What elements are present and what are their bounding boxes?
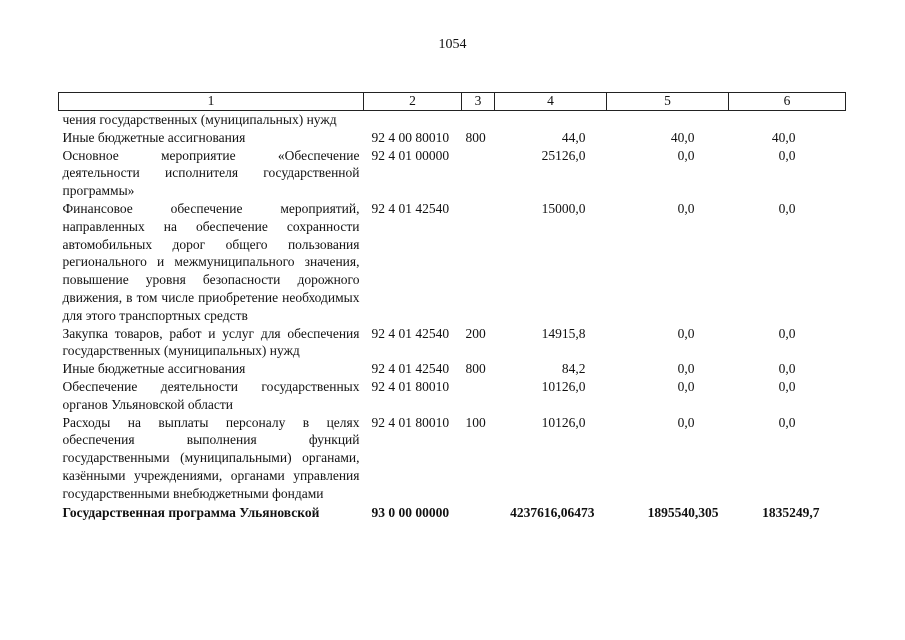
- row-value-4: 10126,0: [541, 414, 586, 430]
- table-header-row: [59, 93, 846, 111]
- row-description: Государственная программа Ульяновской: [62, 504, 320, 520]
- row-code: 93 0 00 00000: [371, 504, 450, 520]
- column-header: 3: [462, 93, 495, 111]
- row-type: [462, 111, 495, 129]
- row-code: 92 4 01 42540: [371, 361, 450, 377]
- row-type: [462, 503, 495, 522]
- table-row: [59, 414, 846, 503]
- row-value-5: 0,0: [677, 361, 695, 377]
- row-code: 92 4 01 80010: [371, 378, 450, 394]
- column-header: 2: [364, 93, 462, 111]
- row-value-5: 40,0: [670, 129, 695, 145]
- row-value-4: 25126,0: [541, 147, 586, 163]
- row-type: [462, 200, 495, 325]
- row-description: Основное мероприятие «Обеспечение деятельности исполнителя государственной программы»: [62, 147, 360, 199]
- row-description: Иные бюджетные ассигнования: [62, 129, 246, 145]
- row-description: Финансовое обеспечение мероприятий, направленных на обеспечение сохранности автомобильных дорог общего пользования регионального и межмуниципального значения, повышение уровня безопасности дорожного движения, в том числе приобретение необходимых для этого транспортных средств: [62, 200, 360, 323]
- row-value-5: 0,0: [677, 147, 695, 163]
- row-value-6: 0,0: [778, 361, 796, 377]
- row-type: [462, 147, 495, 200]
- row-type: 200: [465, 325, 486, 341]
- table-row-program-total: [59, 503, 846, 522]
- column-header: 1: [59, 93, 364, 111]
- table-row: [59, 378, 846, 414]
- table-row: [59, 325, 846, 361]
- row-description: Закупка товаров, работ и услуг для обеспечения государственных (муниципальных) нужд: [62, 325, 360, 359]
- row-code: 92 4 01 42540: [371, 325, 450, 341]
- row-value-4: 4237616,06473: [510, 504, 595, 520]
- table-row: [59, 129, 846, 147]
- row-value-4: [495, 111, 607, 129]
- row-description: Расходы на выплаты персоналу в целях обеспечения выполнения функций государственными (муниципальными) органами, казёнными учреждениями, органами управления государственными внебюджетными фондами: [62, 414, 360, 501]
- row-value-6: 1835249,7: [762, 504, 820, 520]
- row-type: 100: [465, 414, 486, 430]
- page-number: 1054: [438, 37, 467, 52]
- row-value-6: 0,0: [778, 414, 796, 430]
- row-value-5: 0,0: [677, 200, 695, 216]
- row-type: 800: [465, 129, 486, 145]
- row-value-6: 0,0: [778, 200, 796, 216]
- row-description: чения государственных (муниципальных) нужд: [62, 112, 337, 127]
- row-type: [462, 378, 495, 414]
- row-value-4: 44,0: [561, 129, 586, 145]
- row-code: 92 4 00 80010: [371, 129, 450, 145]
- row-type: 800: [465, 361, 486, 377]
- table-row: [59, 200, 846, 325]
- row-code: [364, 111, 462, 129]
- column-header: 5: [607, 93, 729, 111]
- column-header: 6: [729, 93, 846, 111]
- row-value-5: 0,0: [677, 378, 695, 394]
- row-value-4: 84,2: [561, 361, 586, 377]
- row-value-4: 10126,0: [541, 378, 586, 394]
- row-value-6: 40,0: [771, 129, 796, 145]
- row-value-4: 15000,0: [541, 200, 586, 216]
- column-header: 4: [495, 93, 607, 111]
- table-row: [59, 360, 846, 378]
- row-description: Обеспечение деятельности государственных органов Ульяновской области: [62, 378, 360, 412]
- table-row: [59, 147, 846, 200]
- row-value-5: 1895540,305: [647, 504, 719, 520]
- row-value-6: 0,0: [778, 147, 796, 163]
- row-value-6: 0,0: [778, 325, 796, 341]
- row-code: 92 4 01 00000: [371, 147, 450, 163]
- row-description: Иные бюджетные ассигнования: [62, 361, 246, 377]
- budget-table: [58, 92, 846, 521]
- row-value-6: 0,0: [778, 378, 796, 394]
- row-value-5: 0,0: [677, 325, 695, 341]
- row-value-4: 14915,8: [541, 325, 586, 341]
- row-value-5: [607, 111, 729, 129]
- row-value-6: [729, 111, 846, 129]
- row-code: 92 4 01 42540: [371, 200, 450, 216]
- row-value-5: 0,0: [677, 414, 695, 430]
- row-code: 92 4 01 80010: [371, 414, 450, 430]
- table-row: [59, 111, 846, 129]
